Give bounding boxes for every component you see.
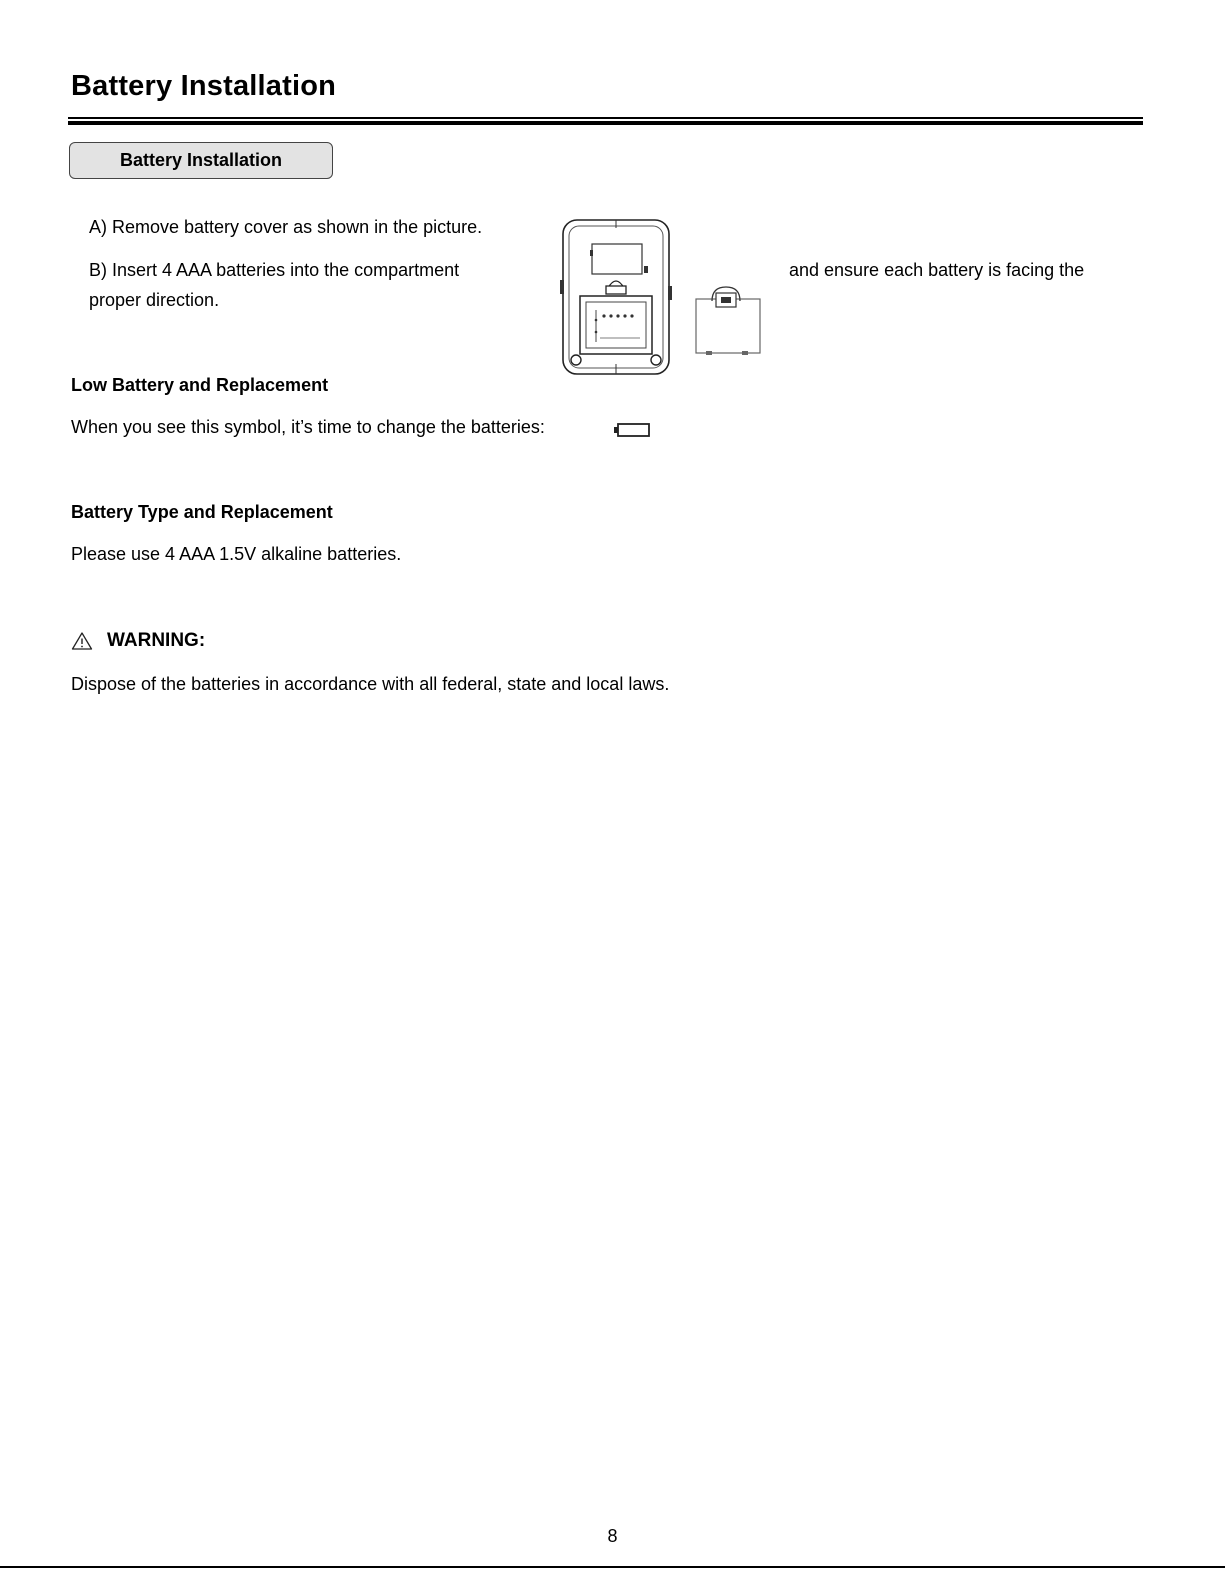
battery-type-heading: Battery Type and Replacement xyxy=(71,502,333,522)
low-battery-heading: Low Battery and Replacement xyxy=(71,375,329,395)
step-a-text: A) Remove battery cover as shown in the picture. xyxy=(89,217,483,237)
warning-triangle-icon xyxy=(71,631,93,651)
section-tab-battery-installation xyxy=(69,142,333,179)
page-number: 8 xyxy=(607,1526,618,1546)
page-title: Battery Installation xyxy=(71,70,337,102)
step-b-text-right: and ensure each battery is facing the xyxy=(789,260,1085,280)
step-b-text-left: B) Insert 4 AAA batteries into the compartment xyxy=(89,260,460,280)
warning-text: Dispose of the batteries in accordance with all federal, state and local laws. xyxy=(71,674,670,694)
device-back-illustration xyxy=(560,218,672,376)
warning-heading: WARNING: xyxy=(107,630,206,651)
footer-divider xyxy=(0,1566,1225,1568)
battery-cover-illustration xyxy=(686,285,770,363)
low-battery-icon xyxy=(613,422,651,438)
low-battery-text: When you see this symbol, it’s time to change the batteries: xyxy=(71,417,545,437)
section-tab-label: Battery Installation xyxy=(119,150,283,170)
battery-type-text: Please use 4 AAA 1.5V alkaline batteries. xyxy=(71,544,402,564)
title-divider xyxy=(68,117,1143,125)
step-b-text-continued: proper direction. xyxy=(89,290,220,310)
